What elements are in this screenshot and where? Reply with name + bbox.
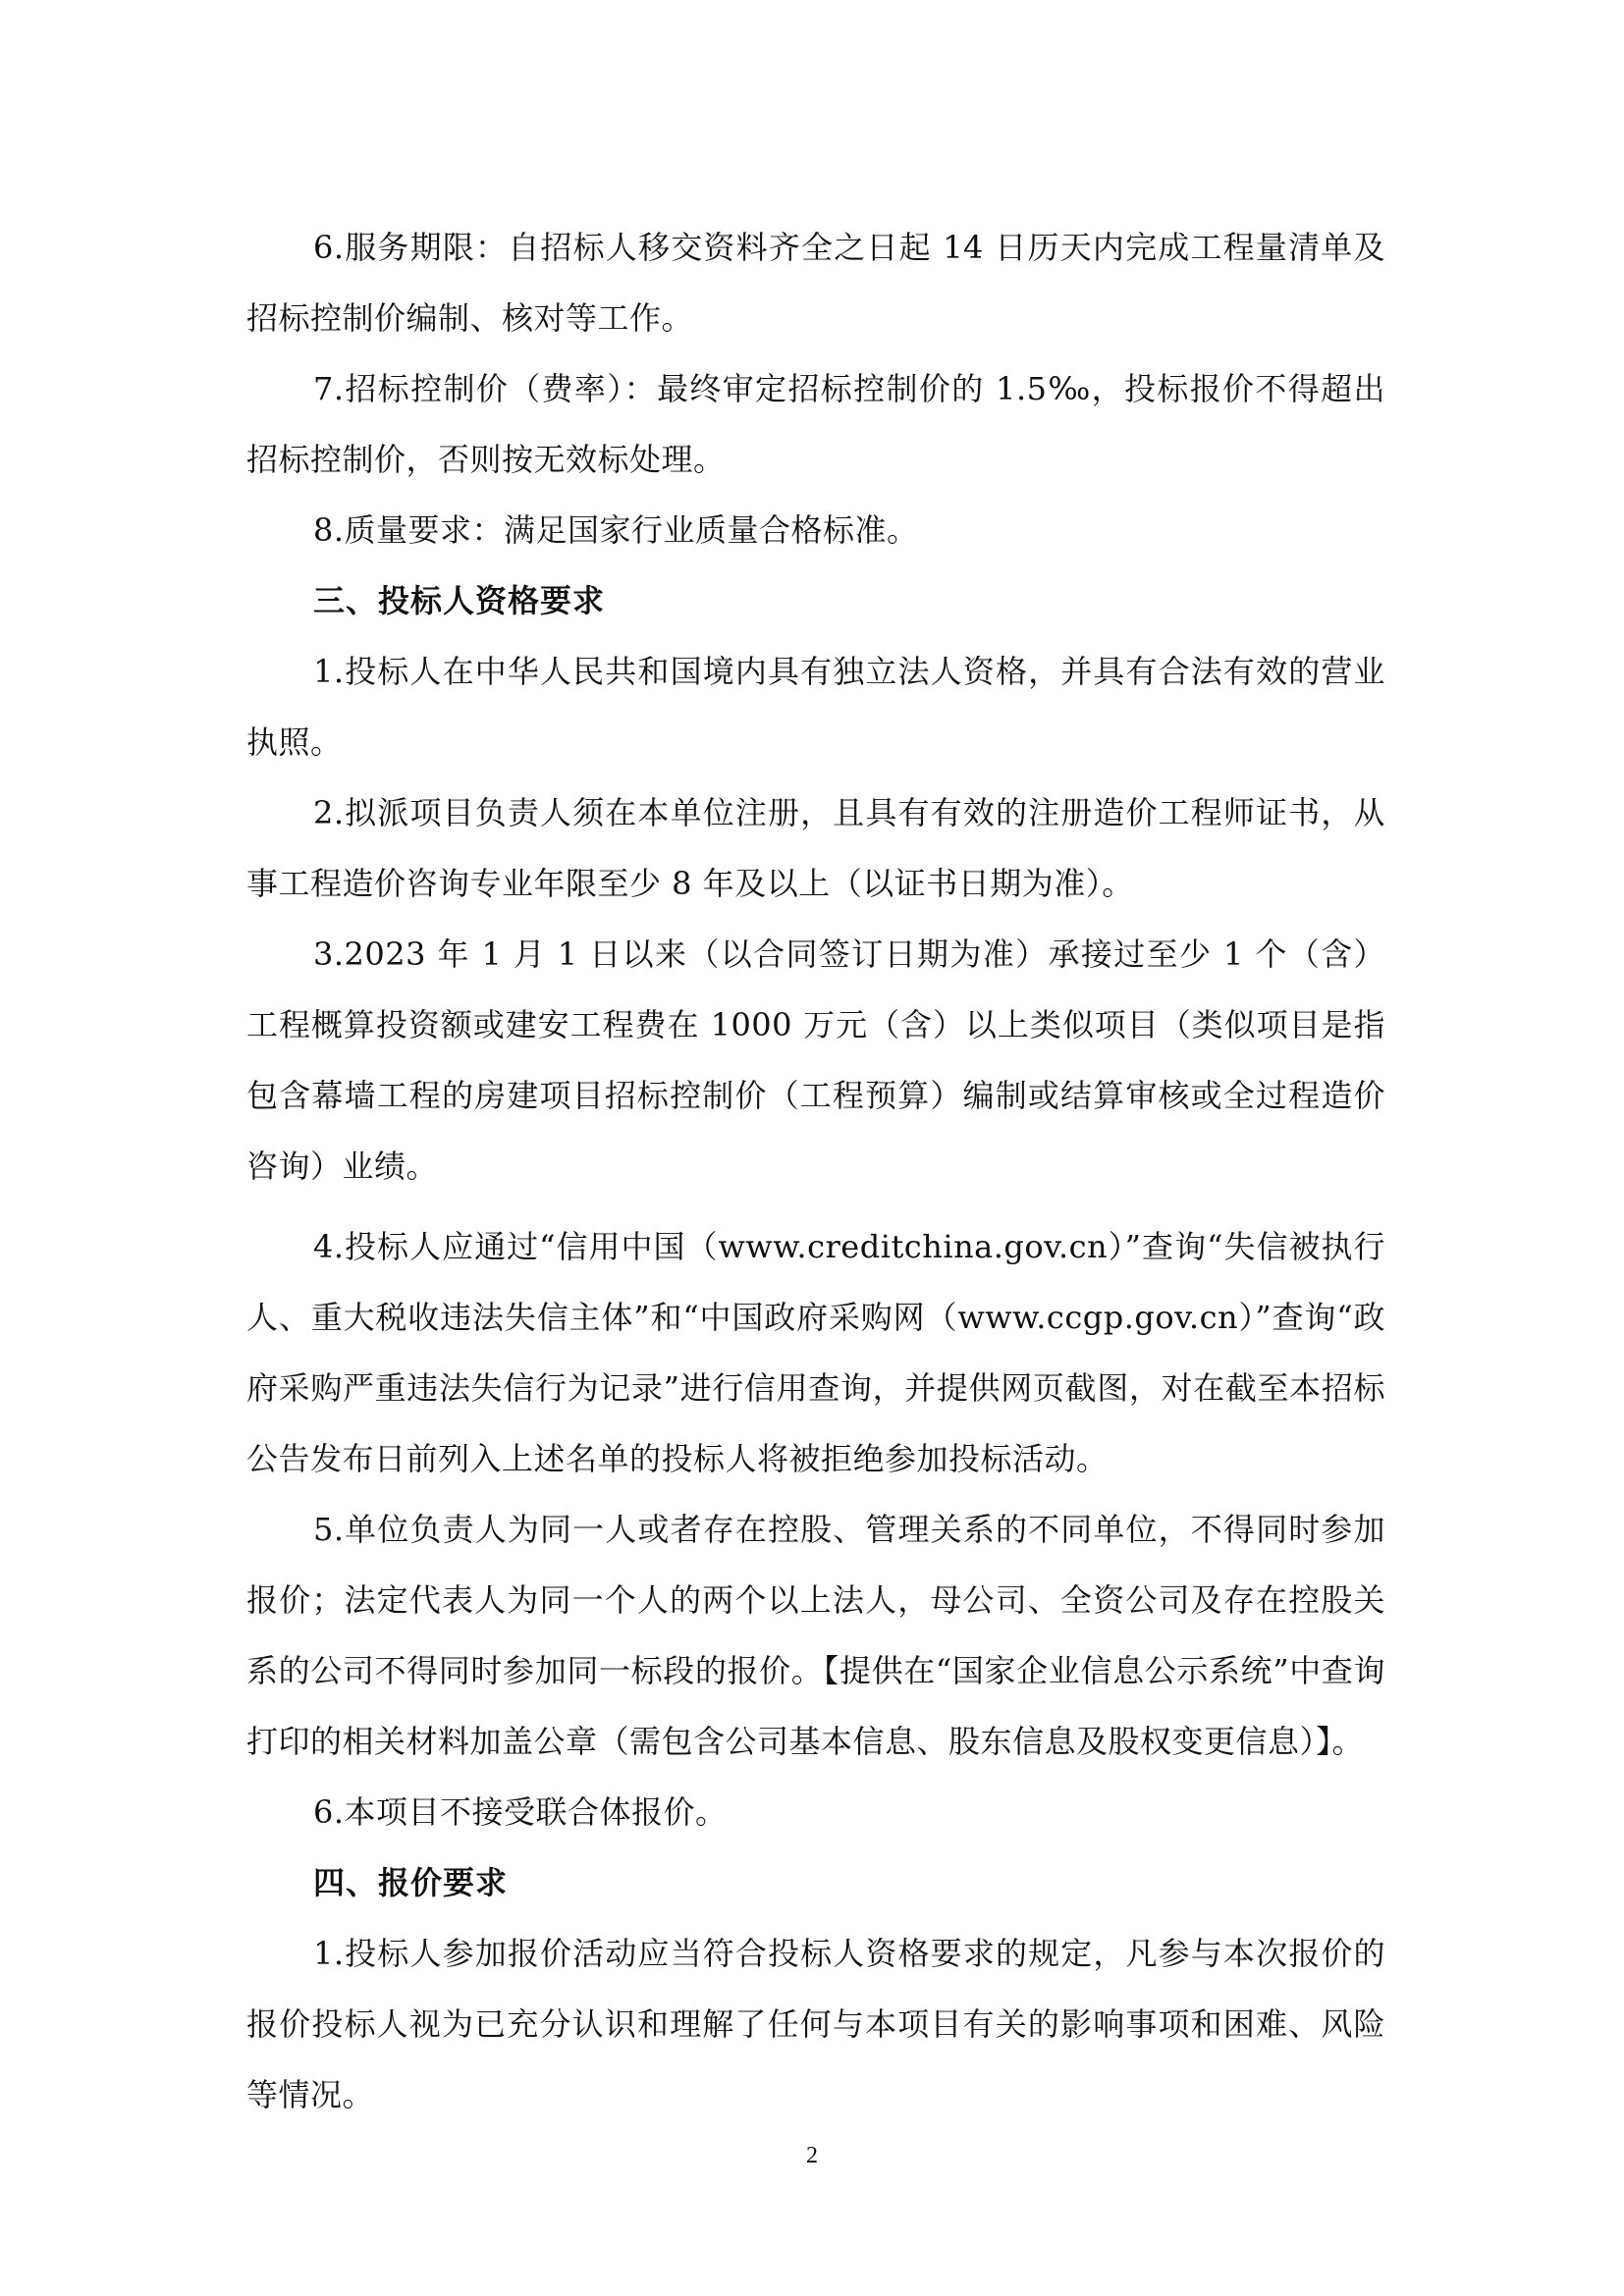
paragraph-quotation-1: 1.投标人参加报价活动应当符合投标人资格要求的规定，凡参与本次报价的报价投标人视为已充分认识和理解了任何与本项目有关的影响事项和困难、风险等情况。: [246, 1935, 1385, 2113]
section-heading-quotation-requirements: 四、报价要求: [313, 1864, 509, 1901]
paragraph-qualification-3: 3.2023 年 1 月 1 日以来（以合同签订日期为准）承接过至少 1 个（含）工程概算投资额或建安工程费在 1000 万元（含）以上类似项目（类似项目是指包含幕墙工程的房建项目招标控制价（工程预算）编制或结算审核或全过程造价咨询）业绩。: [246, 935, 1385, 1185]
paragraph-qualification-2: 2.拟派项目负责人须在本单位注册，且具有有效的注册造价工程师证书，从事工程造价咨询专业年限至少 8 年及以上（以证书日期为准）。: [246, 794, 1385, 902]
paragraph-quality-requirement: 8.质量要求：满足国家行业质量合格标准。: [313, 511, 919, 549]
document-body: [246, 212, 1385, 2130]
section-heading-bidder-qualification: 三、投标人资格要求: [313, 582, 606, 619]
paragraph-qualification-1: 1.投标人在中华人民共和国境内具有独立法人资格，并具有合法有效的营业执照。: [246, 653, 1385, 761]
page-number: 2: [806, 2143, 818, 2168]
paragraph-qualification-4: 4.投标人应通过“信用中国（www.creditchina.gov.cn）”查询“失信被执行人、重大税收违法失信主体”和“中国政府采购网（www.ccgp.gov.cn）”查询“政府采购严重违法失信行为记录”进行信用查询，并提供网页截图，对在截至本招标公告发布日前列入上述名单的投标人将被拒绝参加投标活动。: [246, 1228, 1385, 1477]
paragraph-service-period: 6.服务期限：自招标人移交资料齐全之日起 14 日历天内完成工程量清单及招标控制价编制、核对等工作。: [246, 229, 1385, 337]
paragraph-qualification-6: 6.本项目不接受联合体报价。: [313, 1793, 728, 1831]
paragraph-qualification-5: 5.单位负责人为同一人或者存在控股、管理关系的不同单位，不得同时参加报价；法定代表人为同一个人的两个以上法人，母公司、全资公司及存在控股关系的公司不得同时参加同一标段的报价。【提供在“国家企业信息公示系统”中查询打印的相关材料加盖公章（需包含公司基本信息、股东信息及股权变更信息）】。: [246, 1511, 1385, 1760]
paragraph-control-price: 7.招标控制价（费率）：最终审定招标控制价的 1.5‰，投标报价不得超出招标控制价，否则按无效标处理。: [246, 370, 1385, 478]
